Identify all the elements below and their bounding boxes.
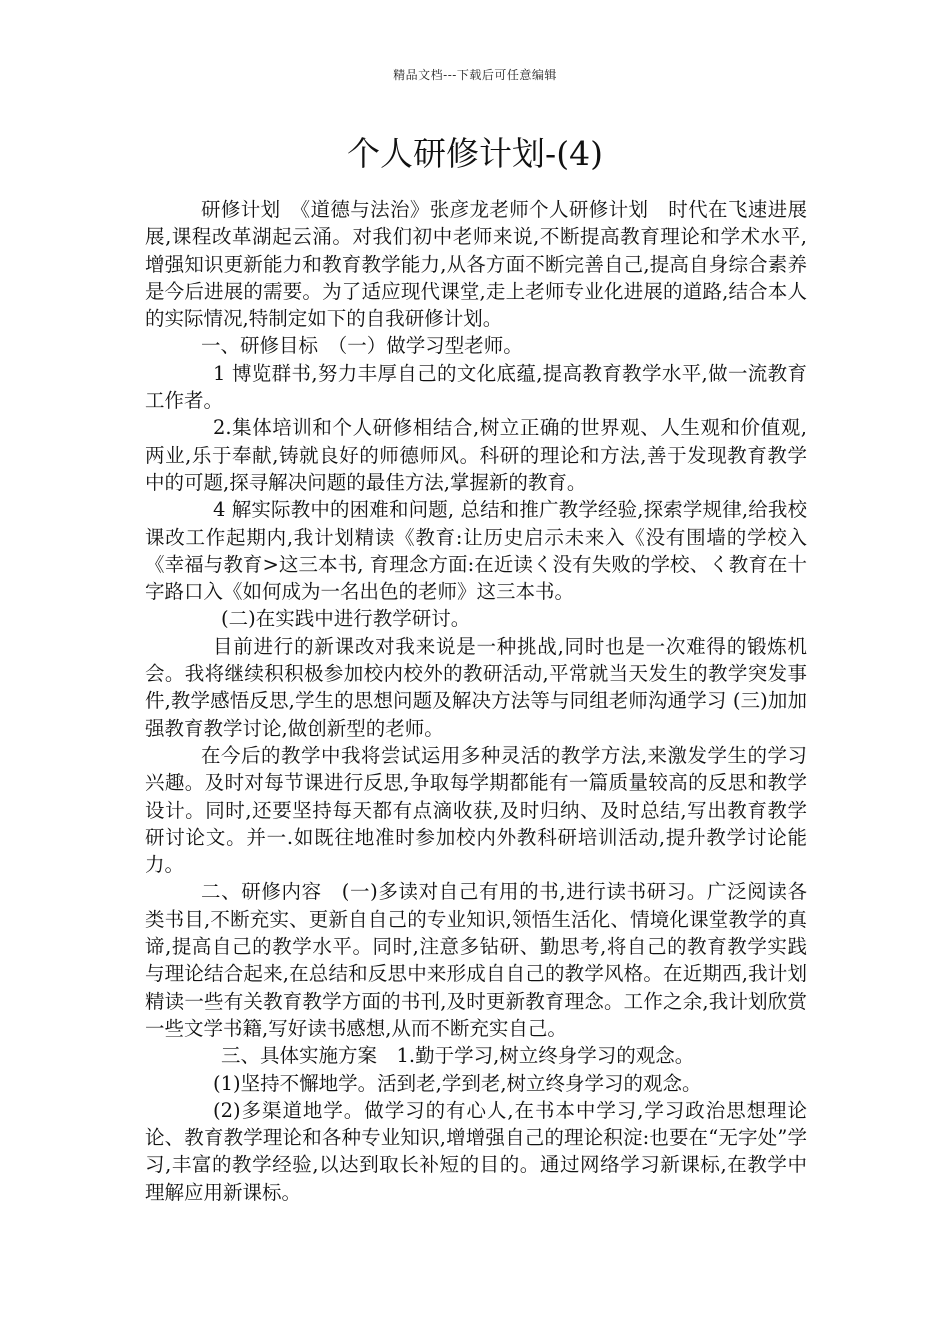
document-title: 个人研修计划-(4) [347, 134, 603, 173]
paragraph-practice: 目前进行的新课改对我来说是一种挑战,同时也是一次难得的锻炼机会。我将继续积积极参加校内校外的教研活动,平常就当天发生的教学突发事件,教学感悟反思,学生的思想问题及解决方法等与同组老师沟通学习 (三)加加强教育教学讨论,做创新型的老师。 [145, 634, 807, 740]
paragraph-plan-2: (2)多渠道地学。做学习的有心人,在书本中学习,学习政治思想理论论、教育教学理论和各种专业知识,增增强自己的理论积淀:也要在“无字处”学习,丰富的教学经验,以达到取长补短的目的。通过网络学习新课标,在教学中理解应用新课标。 [145, 1098, 807, 1204]
header-note: 精品文档---下载后可任意编辑 [393, 68, 557, 82]
paragraph-teaching-methods: 在今后的教学中我将尝试运用多种灵活的教学方法,来激发学生的学习兴趣。及时对每节课进行反思,争取每学期都能有一篇质量较高的反思和教学设计。同时,还要坚持每天都有点滴收获,及时归纳、及时总结,写出教育教学研讨论文。并一.如既往地准时参加校内外教科研培训活动,提升教学讨论能力。 [145, 743, 807, 877]
paragraph-practice-heading: (二)在实践中进行教学研讨。 [221, 607, 471, 631]
paragraph-goal-heading: 一、研修目标 （一）做学习型老师。 [201, 334, 523, 358]
paragraph-goal-1: 1 博览群书,努力丰厚自己的文化底蕴,提高教育教学水平,做一流教育工作者。 [145, 361, 807, 413]
paragraph-plan-1: (1)坚持不懈地学。活到老,学到老,树立终身学习的观念。 [213, 1071, 702, 1095]
paragraph-content: 二、研修内容 (一)多读对自己有用的书,进行读书研习。广泛阅读各类书目,不断充实、更新自自己的专业知识,领悟生活化、情境化课堂教学的真谛,提高自己的教学水平。同时,注意多钻研、勤思考,将自己的教育教学实践与理论结合起来,在总结和反思中来形成自自己的教学风格。在近期西,我计划精读一些有关教育教学方面的书刊,及时更新教育理念。工作之余,我计划欣赏一些文学书籍,写好读书感想,从而不断充实自己。 [145, 880, 807, 1040]
paragraph-plan-heading: 三、具体实施方案 1.勤于学习,树立终身学习的观念。 [221, 1044, 695, 1068]
paragraph-intro: 研修计划 《道德与法治》张彦龙老师个人研修计划 时代在飞速进展展,课程改革湖起云涌。对我们初中老师来说,不断提高教育理论和学术水平,增强知识更新能力和教育教学能力,从各方面不断完善自己,提高自身综合素养是今后进展的需要。为了适应现代课堂,走上老师专业化进展的道路,结合本人的实际情况,特制定如下的自我研修计划。 [145, 198, 807, 331]
document-body [145, 196, 807, 1206]
paragraph-goal-2: 2.集体培训和个人研修相结合,树立正确的世界观、人生观和价值观,两业,乐于奉献,铸就良好的师德师风。科研的理论和方法,善于发现教育教学中的可题,探寻解决问题的最佳方法,掌握新的教育。 [145, 416, 807, 494]
paragraph-goal-4: 4 解实际教中的困难和问题, 总结和推广教学经验,探索学规律,给我校课改工作起期内,我计划精读《教育:让历史启示未来入《没有围墙的学校入《幸福与教育>这三本书, 育理念方面:在近读く没有失败的学校、く教育在十字路口入《如何成为一名出色的老师》这三本书。 [145, 498, 807, 604]
